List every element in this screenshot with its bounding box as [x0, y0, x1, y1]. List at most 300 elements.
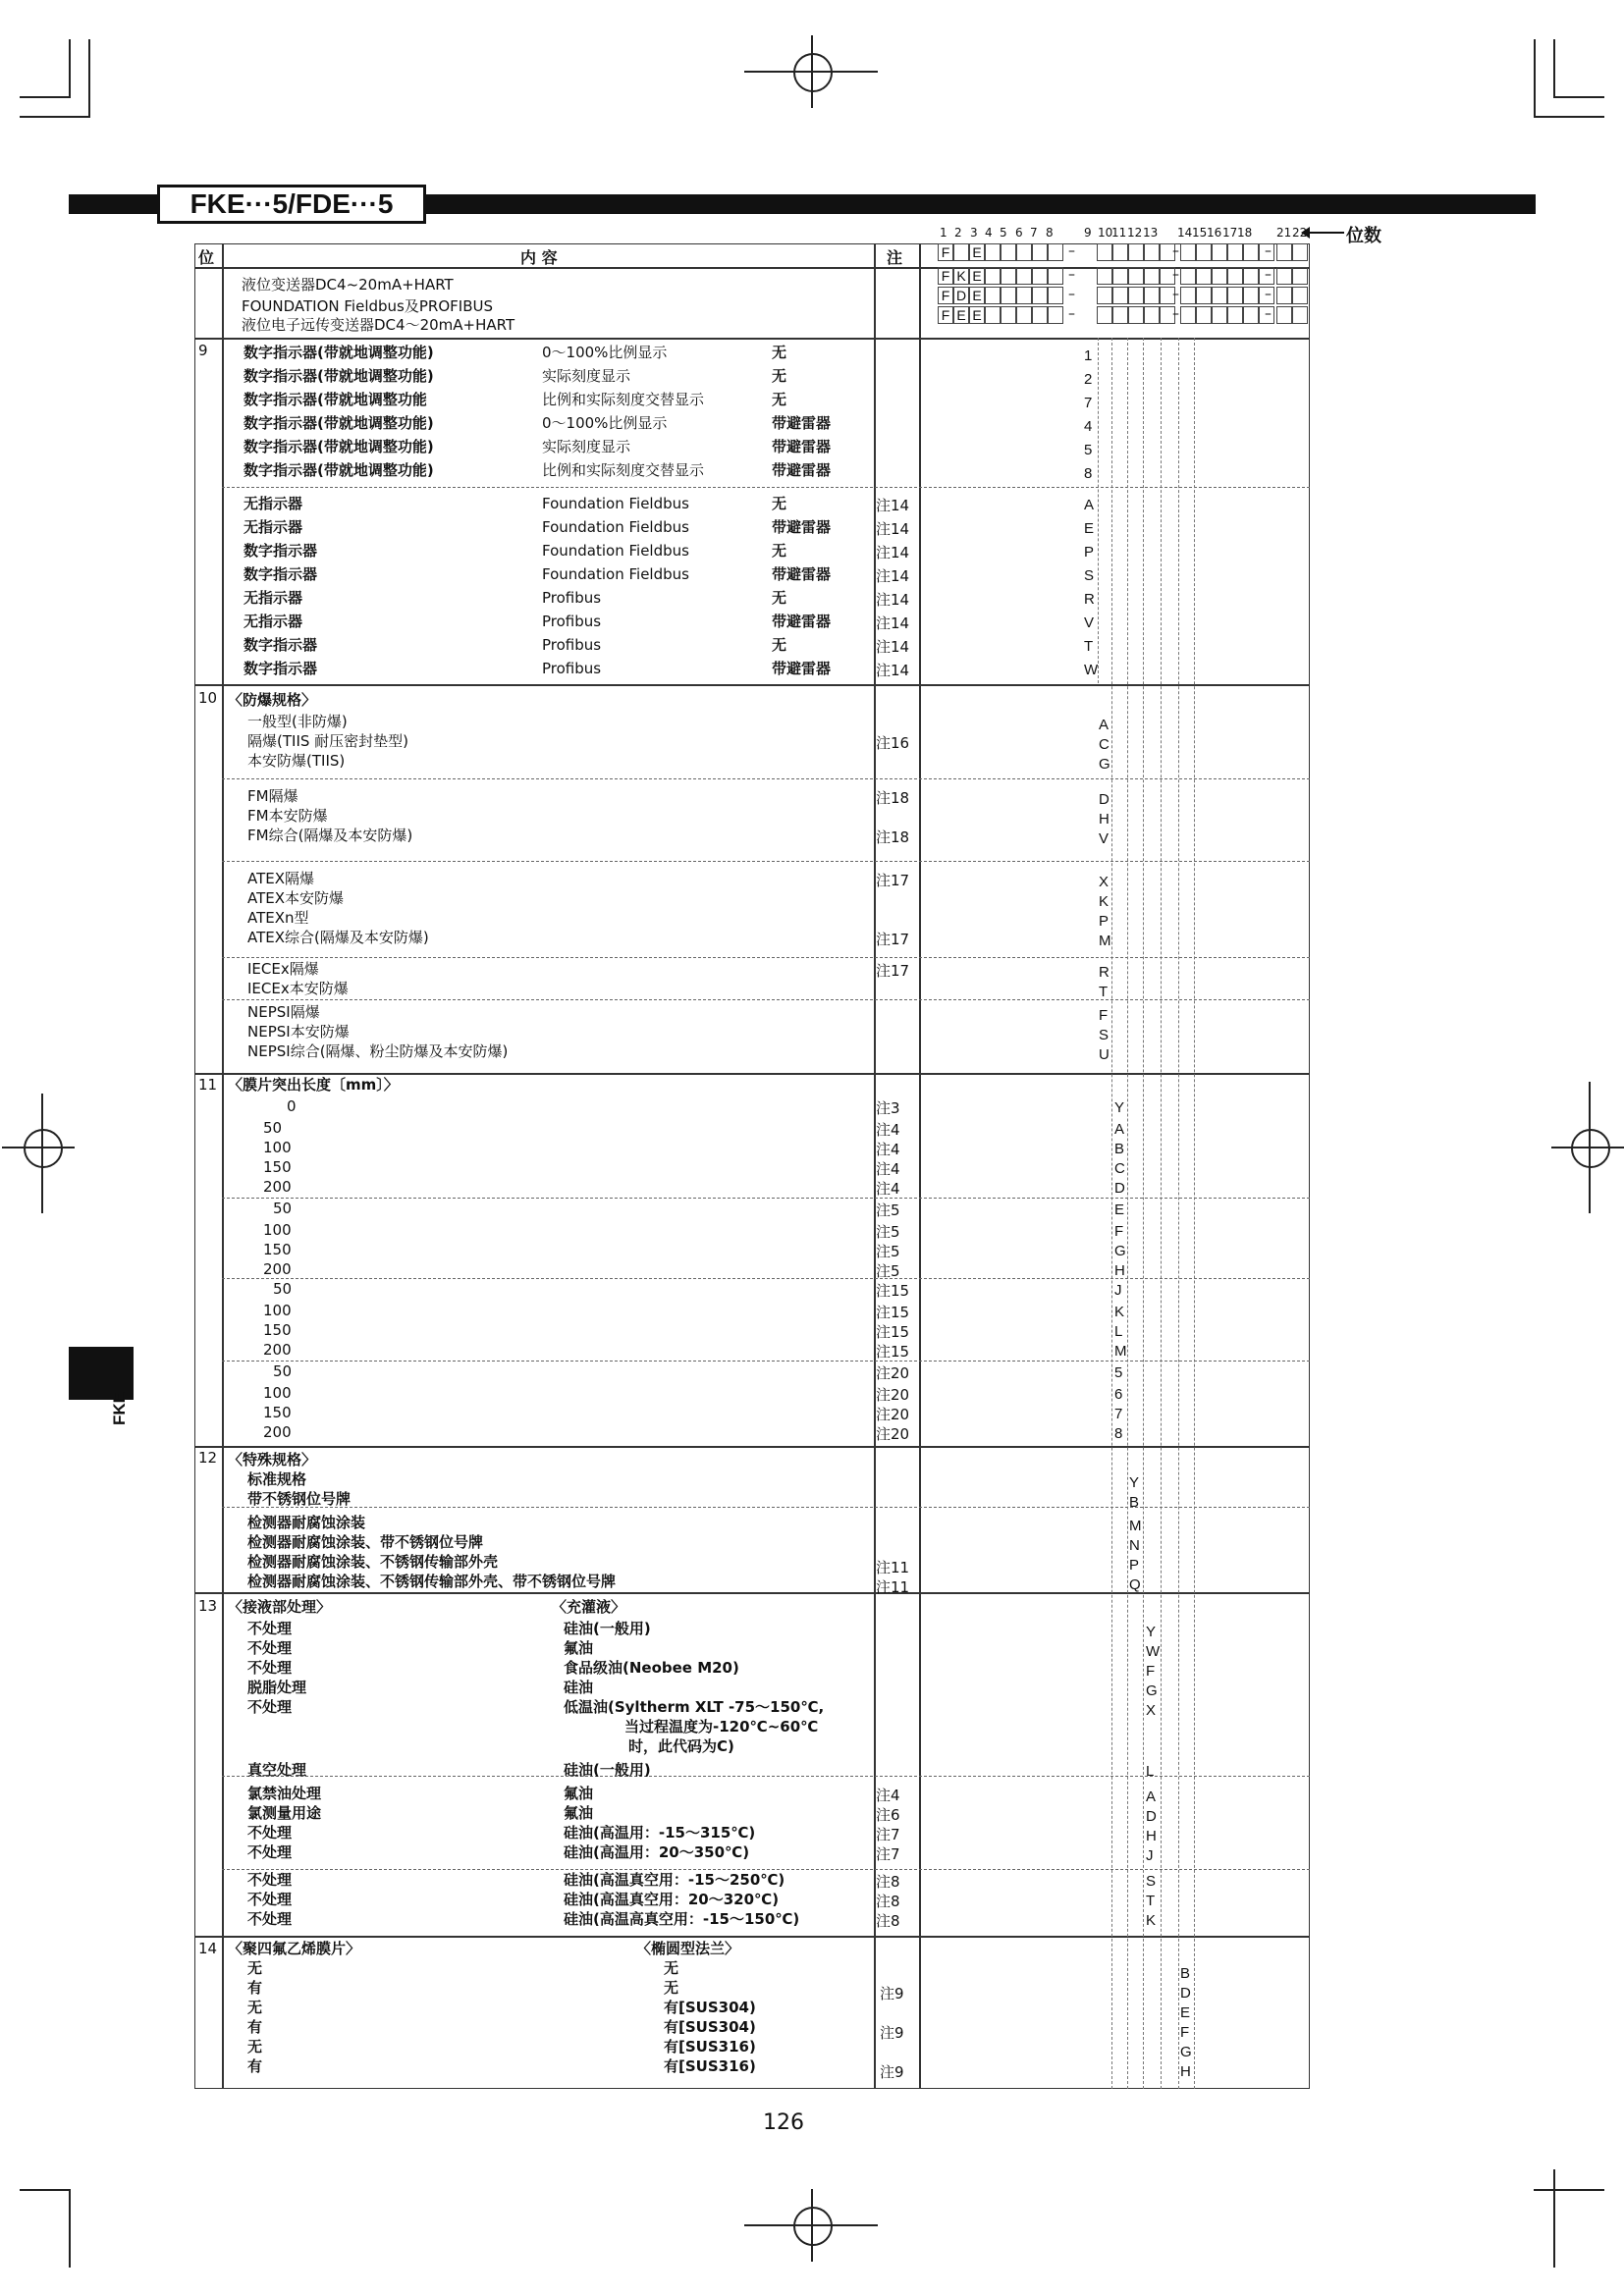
code-box — [1097, 243, 1112, 261]
arrow-left-icon — [1309, 232, 1344, 234]
code-box — [1276, 243, 1292, 261]
code-box — [1276, 306, 1292, 324]
note-ref: 注9 — [880, 2024, 904, 2042]
side-label: FKE — [110, 1392, 129, 1425]
option-code: D — [1114, 1180, 1125, 1197]
option-text: 有[SUS304) — [664, 1999, 756, 2016]
option-text: 硅油 — [564, 1679, 594, 1696]
option-code: V — [1099, 830, 1110, 847]
option-code: T — [1084, 638, 1094, 655]
option-text: 100 — [263, 1384, 292, 1402]
position-number: 21 — [1276, 226, 1292, 240]
code-box — [1276, 287, 1292, 304]
option-code: R — [1084, 591, 1095, 608]
option-code: L — [1146, 1763, 1155, 1780]
code-box: E — [969, 306, 985, 324]
option-code: Y — [1129, 1474, 1140, 1491]
option-text: 数字指示器(带就地调整功能) — [244, 461, 434, 479]
option-text: 150 — [263, 1158, 292, 1176]
code-box — [1196, 243, 1212, 261]
code-dash: – — [1172, 287, 1179, 302]
option-code: N — [1129, 1537, 1140, 1554]
code-dash: – — [1265, 287, 1272, 302]
option-code: M — [1099, 933, 1111, 949]
option-text: 硅油(高温用：-15～315℃) — [564, 1824, 756, 1842]
option-text: 数字指示器(带就地调整功能) — [244, 344, 434, 361]
option-text: 不处理 — [247, 1843, 293, 1861]
code-box — [1097, 306, 1112, 324]
code-guide — [1178, 338, 1179, 2089]
option-text: 时，此代码为C) — [628, 1737, 734, 1755]
option-code: M — [1114, 1343, 1127, 1360]
option-code: T — [1146, 1893, 1156, 1909]
section-number: 12 — [198, 1449, 218, 1467]
code-box — [1032, 287, 1048, 304]
option-text: 200 — [263, 1423, 292, 1441]
option-code: A — [1146, 1789, 1157, 1805]
option-code: 7 — [1114, 1406, 1123, 1422]
option-text: FM隔爆 — [247, 787, 298, 805]
code-box — [1196, 267, 1212, 285]
position-number: 17 — [1222, 226, 1238, 240]
option-text: FM综合(隔爆及本安防爆) — [247, 827, 413, 844]
option-text: 一般型(非防爆) — [247, 713, 348, 730]
crop-mark — [69, 39, 71, 98]
code-box — [1243, 306, 1259, 324]
option-text: 比例和实际刻度交替显示 — [542, 461, 705, 479]
option-text: 不处理 — [247, 1891, 293, 1908]
option-text: 50 — [273, 1200, 293, 1217]
model-text: 液位变送器DC4~20mA+HART — [242, 276, 454, 294]
code-dash: – — [1068, 267, 1075, 283]
model-text: 液位电子远传变送器DC4～20mA+HART — [242, 316, 515, 334]
option-code: C — [1114, 1160, 1125, 1177]
option-text: 有[SUS304) — [664, 2018, 756, 2036]
group-rule — [222, 1278, 1310, 1279]
code-box — [1180, 243, 1196, 261]
section-title: 〈接液部处理〉 — [228, 1598, 332, 1616]
code-box — [1292, 243, 1308, 261]
option-text: 隔爆(TIIS 耐压密封垫型) — [247, 732, 409, 750]
option-code: 8 — [1114, 1425, 1123, 1442]
option-text: 检测器耐腐蚀涂装 — [247, 1514, 366, 1531]
option-text: 带避雷器 — [772, 461, 832, 479]
option-text: 50 — [273, 1362, 293, 1380]
option-text: Foundation Fieldbus — [542, 565, 689, 583]
code-dash: – — [1265, 267, 1272, 283]
option-text: 无 — [247, 2038, 263, 2056]
option-text: 数字指示器(带就地调整功能) — [244, 367, 434, 385]
registration-mark — [1551, 1147, 1624, 1148]
page-title: FKE···5/FDE···5 — [157, 185, 426, 224]
option-code: D — [1146, 1808, 1157, 1825]
code-box — [1180, 267, 1196, 285]
option-code: F — [1099, 1007, 1109, 1024]
option-text: 200 — [263, 1178, 292, 1196]
position-number: 3 — [970, 226, 978, 240]
position-number: 9 — [1084, 226, 1092, 240]
note-ref: 注14 — [876, 520, 910, 538]
note-ref: 注8 — [876, 1912, 900, 1930]
option-text: 无 — [772, 344, 787, 361]
code-box — [1292, 267, 1308, 285]
option-text: 硅油(一般用) — [564, 1620, 651, 1637]
code-box — [1227, 267, 1243, 285]
option-text: 无 — [247, 1959, 263, 1977]
note-ref: 注20 — [876, 1386, 910, 1404]
option-text: 低温油(Syltherm XLT -75～150℃, — [564, 1698, 825, 1716]
option-text: 硅油(高温用：20～350℃) — [564, 1843, 750, 1861]
option-text: 硅油(高温高真空用：-15～150℃) — [564, 1910, 800, 1928]
option-code: B — [1114, 1141, 1125, 1157]
option-text: 无 — [772, 495, 787, 512]
note-ref: 注5 — [876, 1223, 900, 1241]
code-box — [1016, 306, 1032, 324]
option-text: NEPSI综合(隔爆、粉尘防爆及本安防爆) — [247, 1042, 509, 1060]
note-ref: 注11 — [876, 1559, 910, 1576]
code-guide — [1194, 338, 1195, 2089]
note-ref: 注14 — [876, 567, 910, 585]
crop-mark — [88, 39, 90, 118]
code-box — [1212, 287, 1227, 304]
code-box — [1112, 306, 1128, 324]
option-code: D — [1099, 791, 1110, 808]
option-code: Q — [1129, 1576, 1141, 1593]
code-box — [1112, 287, 1128, 304]
option-text: 不处理 — [247, 1659, 293, 1677]
section-title: 〈膜片突出长度〔mm〕〉 — [228, 1076, 399, 1094]
position-number: 14 — [1177, 226, 1193, 240]
code-box — [1048, 243, 1063, 261]
option-text: 无指示器 — [244, 495, 303, 512]
position-number: 6 — [1015, 226, 1023, 240]
note-ref: 注18 — [876, 828, 910, 846]
code-box — [1292, 306, 1308, 324]
note-ref: 注3 — [876, 1099, 900, 1117]
option-code: G — [1099, 756, 1110, 773]
note-ref: 注14 — [876, 662, 910, 679]
note-ref: 注20 — [876, 1406, 910, 1423]
note-ref: 注18 — [876, 789, 910, 807]
section-number: 13 — [198, 1597, 218, 1615]
code-box: E — [953, 306, 969, 324]
header-position: 位 — [198, 248, 215, 267]
option-text: 无指示器 — [244, 589, 303, 607]
code-box — [1128, 287, 1144, 304]
option-code: B — [1180, 1965, 1191, 1982]
position-number: 18 — [1237, 226, 1253, 240]
option-text: 当过程温度为-120℃~60℃ — [624, 1718, 819, 1735]
group-rule — [222, 957, 1310, 958]
option-text: 氟油 — [564, 1804, 594, 1822]
option-text: 200 — [263, 1341, 292, 1359]
crop-mark — [69, 2189, 71, 2268]
option-code: F — [1146, 1663, 1156, 1680]
option-text: 无指示器 — [244, 518, 303, 536]
option-code: L — [1114, 1323, 1123, 1340]
option-text: 标准规格 — [247, 1470, 307, 1488]
option-code: K — [1114, 1304, 1125, 1320]
registration-mark — [811, 2189, 813, 2262]
position-number: 12 — [1127, 226, 1143, 240]
code-box — [1212, 306, 1227, 324]
option-code: E — [1180, 2004, 1191, 2021]
option-text: 100 — [263, 1302, 292, 1319]
note-ref: 注17 — [876, 931, 910, 948]
option-text: 有[SUS316) — [664, 2038, 756, 2056]
option-code: J — [1114, 1282, 1122, 1299]
note-ref: 注14 — [876, 544, 910, 561]
option-text: Foundation Fieldbus — [542, 518, 689, 536]
code-box — [985, 243, 1001, 261]
option-text: 带避雷器 — [772, 660, 832, 677]
option-text: 无 — [772, 636, 787, 654]
note-ref: 注8 — [876, 1873, 900, 1891]
option-text: 无 — [772, 589, 787, 607]
option-text: 0～100%比例显示 — [542, 414, 668, 432]
option-text: 0 — [287, 1097, 297, 1115]
option-text: IECEx隔爆 — [247, 960, 319, 978]
code-box: F — [938, 287, 953, 304]
option-text: 有 — [247, 2018, 263, 2036]
option-code: S — [1099, 1027, 1110, 1043]
option-text: 150 — [263, 1404, 292, 1421]
note-ref: 注4 — [876, 1180, 900, 1198]
option-code: Y — [1114, 1099, 1125, 1116]
note-ref: 注15 — [876, 1282, 910, 1300]
option-text: 带避雷器 — [772, 518, 832, 536]
code-box — [1196, 287, 1212, 304]
option-text: 实际刻度显示 — [542, 367, 631, 385]
option-text: 检测器耐腐蚀涂装、不锈钢传输部外壳、带不锈钢位号牌 — [247, 1573, 617, 1590]
option-text: 无 — [772, 367, 787, 385]
code-dash: – — [1172, 306, 1179, 322]
option-text: 无 — [772, 391, 787, 408]
crop-mark — [20, 96, 69, 98]
option-text: 食品级油(Neobee M20) — [564, 1659, 739, 1677]
option-text: FM本安防爆 — [247, 807, 328, 825]
column-rule — [919, 243, 921, 2089]
model-text: FOUNDATION Fieldbus及PROFIBUS — [242, 297, 493, 315]
code-box: K — [953, 267, 969, 285]
code-box — [1048, 287, 1063, 304]
position-number: 15 — [1192, 226, 1208, 240]
code-box — [985, 306, 1001, 324]
option-code: E — [1084, 520, 1095, 537]
option-code: B — [1129, 1494, 1140, 1511]
code-guide — [1111, 338, 1112, 2089]
code-box — [1001, 267, 1016, 285]
note-ref: 注16 — [876, 734, 910, 752]
option-text: NEPSI隔爆 — [247, 1003, 320, 1021]
registration-mark — [793, 53, 833, 92]
option-code: C — [1099, 736, 1110, 753]
option-code: 7 — [1084, 395, 1093, 411]
code-box — [1196, 306, 1212, 324]
option-code: A — [1114, 1121, 1125, 1138]
code-guide — [1161, 338, 1162, 2089]
position-number: 8 — [1046, 226, 1054, 240]
code-box — [1243, 243, 1259, 261]
crop-mark — [1553, 96, 1604, 98]
note-ref: 注4 — [876, 1787, 900, 1804]
option-code: S — [1084, 567, 1095, 584]
option-text: 数字指示器 — [244, 565, 318, 583]
option-text: 硅油(一般用) — [564, 1761, 651, 1779]
option-code: J — [1146, 1847, 1154, 1864]
code-box — [1243, 287, 1259, 304]
crop-mark — [1553, 39, 1555, 98]
registration-mark — [2, 1147, 75, 1148]
registration-mark — [41, 1094, 43, 1213]
option-text: 不处理 — [247, 1698, 293, 1716]
option-code: 4 — [1084, 418, 1093, 435]
option-text: ATEXn型 — [247, 909, 309, 927]
position-number: 2 — [954, 226, 962, 240]
option-code: K — [1099, 893, 1110, 910]
code-box: F — [938, 243, 953, 261]
option-code: X — [1146, 1702, 1157, 1719]
option-text: 氟油 — [564, 1639, 594, 1657]
position-number: 5 — [1000, 226, 1007, 240]
section-title: 〈聚四氟乙烯膜片〉 — [228, 1940, 361, 1957]
note-ref: 注6 — [876, 1806, 900, 1824]
code-box — [985, 287, 1001, 304]
option-text: 数字指示器 — [244, 636, 318, 654]
position-legend-label: 位数 — [1346, 226, 1381, 246]
section-number: 14 — [198, 1940, 218, 1957]
column-rule — [222, 243, 224, 2089]
position-number: 4 — [985, 226, 993, 240]
option-code: P — [1129, 1557, 1140, 1574]
group-rule — [222, 778, 1310, 779]
code-box — [1112, 243, 1128, 261]
option-text: 真空处理 — [247, 1761, 307, 1779]
section-title: 〈椭圆型法兰〉 — [636, 1940, 740, 1957]
option-text: 数字指示器(带就地调整功能 — [244, 391, 427, 408]
group-rule — [222, 487, 1310, 488]
option-code: Y — [1146, 1624, 1157, 1640]
group-rule — [222, 999, 1310, 1000]
option-code: H — [1146, 1828, 1157, 1844]
code-guide — [1143, 338, 1144, 2089]
option-text: 不处理 — [247, 1824, 293, 1842]
page-number: 126 — [763, 2110, 804, 2135]
note-ref: 注5 — [876, 1262, 900, 1280]
option-text: 不处理 — [247, 1639, 293, 1657]
option-text: 无 — [664, 1979, 679, 1997]
option-text: Profibus — [542, 589, 602, 607]
crop-mark — [20, 116, 90, 118]
group-rule — [222, 1361, 1310, 1362]
registration-mark — [793, 2207, 833, 2246]
code-box — [1001, 287, 1016, 304]
option-text: NEPSI本安防爆 — [247, 1023, 350, 1041]
option-text: 50 — [273, 1280, 293, 1298]
option-code: 1 — [1084, 347, 1093, 364]
code-box — [1112, 267, 1128, 285]
option-code: H — [1180, 2063, 1191, 2080]
option-code: F — [1114, 1223, 1124, 1240]
option-text: Foundation Fieldbus — [542, 542, 689, 560]
option-code: 5 — [1114, 1364, 1123, 1381]
option-text: 不处理 — [247, 1871, 293, 1889]
note-ref: 注14 — [876, 591, 910, 609]
position-number: 7 — [1030, 226, 1038, 240]
option-code: W — [1084, 662, 1099, 678]
note-ref: 注7 — [876, 1845, 900, 1863]
option-text: 比例和实际刻度交替显示 — [542, 391, 705, 408]
option-text: 实际刻度显示 — [542, 438, 631, 455]
note-ref: 注20 — [876, 1364, 910, 1382]
option-text: 50 — [263, 1119, 283, 1137]
code-box — [1032, 267, 1048, 285]
registration-mark — [24, 1129, 63, 1168]
option-text: IECEx本安防爆 — [247, 980, 349, 997]
option-text: Profibus — [542, 660, 602, 677]
group-rule — [222, 1869, 1310, 1870]
option-text: 带不锈钢位号牌 — [247, 1490, 352, 1508]
option-text: ATEX隔爆 — [247, 870, 315, 887]
code-box — [1243, 267, 1259, 285]
option-text: 有[SUS316) — [664, 2057, 756, 2075]
crop-mark — [1534, 116, 1604, 118]
option-text: 无 — [664, 1959, 679, 1977]
registration-mark — [1589, 1082, 1591, 1213]
group-rule — [222, 861, 1310, 862]
code-box: E — [969, 287, 985, 304]
note-ref: 注17 — [876, 872, 910, 889]
code-box — [1212, 267, 1227, 285]
section-number: 11 — [198, 1076, 218, 1094]
option-text: 不处理 — [247, 1620, 293, 1637]
note-ref: 注4 — [876, 1141, 900, 1158]
option-code: G — [1180, 2044, 1192, 2060]
option-text: Profibus — [542, 613, 602, 630]
note-ref: 注15 — [876, 1343, 910, 1361]
code-box — [1016, 287, 1032, 304]
crop-mark — [1553, 2169, 1555, 2268]
code-dash: – — [1265, 243, 1272, 259]
code-box — [1128, 267, 1144, 285]
option-text: 本安防爆(TIIS) — [247, 752, 346, 770]
code-box — [1032, 243, 1048, 261]
code-box — [1144, 267, 1160, 285]
option-code: 8 — [1084, 465, 1093, 482]
option-code: V — [1084, 614, 1095, 631]
code-box — [1180, 287, 1196, 304]
code-box — [1128, 306, 1144, 324]
note-ref: 注17 — [876, 962, 910, 980]
header-note: 注 — [887, 248, 903, 267]
option-text: 有 — [247, 1979, 263, 1997]
section-number: 9 — [198, 342, 208, 359]
code-box: F — [938, 306, 953, 324]
code-box — [1144, 287, 1160, 304]
option-code: H — [1099, 811, 1110, 828]
note-ref: 注15 — [876, 1323, 910, 1341]
position-number: 22 — [1292, 226, 1308, 240]
option-text: 数字指示器 — [244, 542, 318, 560]
option-text: 200 — [263, 1260, 292, 1278]
note-ref: 注14 — [876, 614, 910, 632]
option-code: E — [1114, 1201, 1125, 1218]
code-box: E — [969, 267, 985, 285]
option-text: 无指示器 — [244, 613, 303, 630]
option-code: 2 — [1084, 371, 1093, 388]
option-text: 带避雷器 — [772, 414, 832, 432]
group-rule — [222, 1198, 1310, 1199]
